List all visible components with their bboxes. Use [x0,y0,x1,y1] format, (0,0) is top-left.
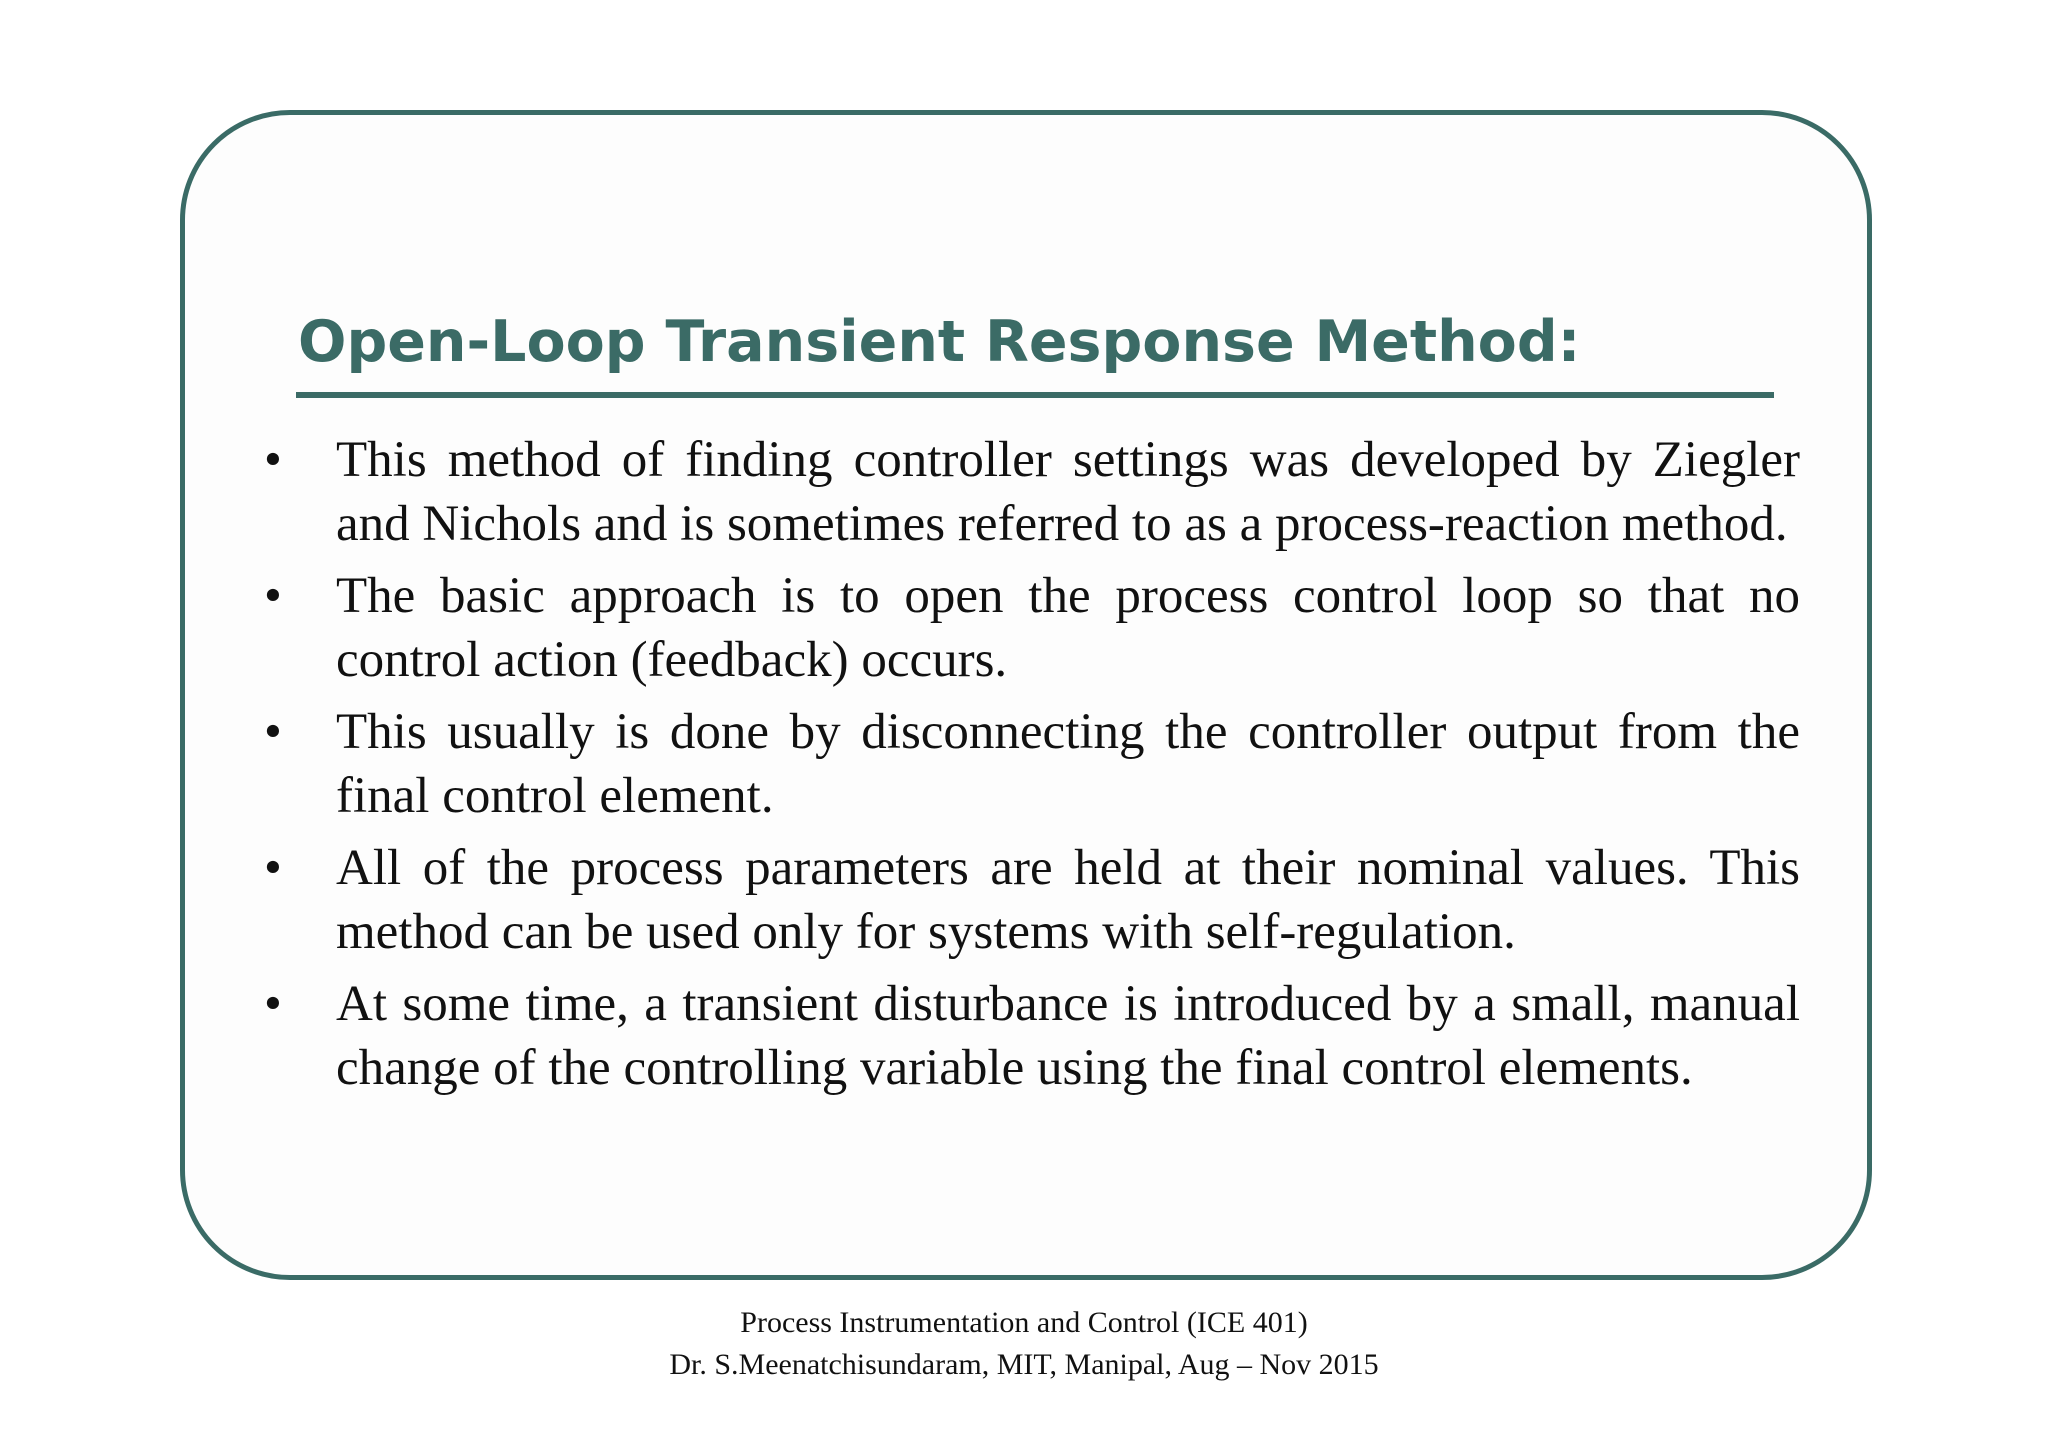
bullet-text: The basic approach is to open the process control loop so that no control action (feedback) occurs. [336,568,1800,688]
bullet-item [260,564,1800,692]
bullet-dot-icon: • [264,568,282,624]
bullet-text: All of the process parameters are held at their nominal values. This method can be used only for systems with self-regulation. [336,840,1800,960]
bullet-item [260,428,1800,556]
slide-title: Open-Loop Transient Response Method: [298,309,1581,375]
bullet-dot-icon: • [264,840,282,896]
bullet-text: This usually is done by disconnecting the controller output from the final control element. [336,704,1800,824]
footer-course: Process Instrumentation and Control (ICE 401) [740,1306,1308,1339]
bullet-item [260,972,1800,1100]
title-underline [296,392,1774,398]
bullet-list [260,428,1800,1108]
bullet-dot-icon: • [264,976,282,1032]
bullet-item [260,700,1800,828]
bullet-dot-icon: • [264,432,282,488]
bullet-item [260,836,1800,964]
bullet-dot-icon: • [264,704,282,760]
slide-footer [0,1302,2048,1386]
bullet-text: This method of finding controller settings was developed by Ziegler and Nichols and is sometimes referred to as a process-reaction method. [336,432,1800,552]
footer-author: Dr. S.Meenatchisundaram, MIT, Manipal, Aug – Nov 2015 [669,1348,1379,1381]
bullet-text: At some time, a transient disturbance is introduced by a small, manual change of the controlling variable using the final control elements. [336,976,1800,1096]
